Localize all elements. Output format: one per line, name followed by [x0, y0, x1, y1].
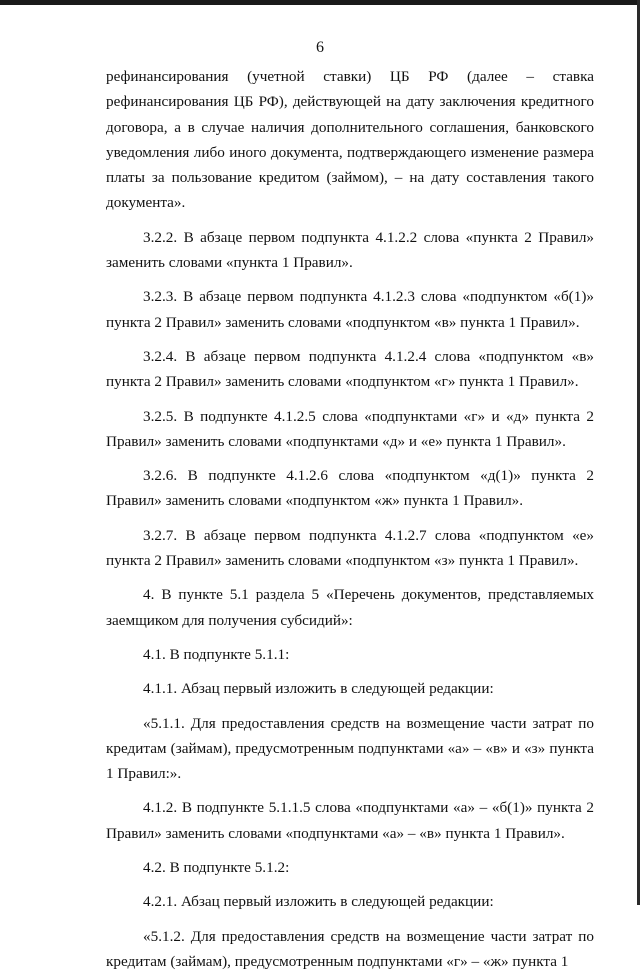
paragraph-4-1-2: 4.1.2. В подпункте 5.1.1.5 слова «подпунктами «а» – «б(1)» пункта 2 Правил» заменить словами «подпунктами «а» – «в» пункта 1 Правил».: [106, 799, 594, 842]
paragraph-4-1-1: 4.1.1. Абзац первый изложить в следующей редакции:: [143, 680, 494, 698]
paragraph-quote-5-1-1: «5.1.1. Для предоставления средств на возмещение части затрат по кредитам (займам), предусмотренным подпунктами «а» – «в» и «з» пункта 1 Правил:».: [106, 714, 594, 783]
paragraph-4-2: 4.2. В подпункте 5.1.2:: [143, 859, 290, 877]
paragraph-3-2-5: 3.2.5. В подпункте 4.1.2.5 слова «подпунктами «г» и «д» пункта 2 Правил» заменить словами «подпунктами «д» и «е» пункта 1 Правил».: [106, 407, 594, 450]
paragraph-4-1: 4.1. В подпункте 5.1.1:: [143, 645, 290, 663]
paragraph-3-2-2: 3.2.2. В абзаце первом подпункта 4.1.2.2 слова «пункта 2 Правил» заменить словами «пункта 1 Правил».: [106, 228, 594, 272]
document-body: [106, 64, 594, 974]
paragraph-3-2-3: 3.2.3. В абзаце первом подпункта 4.1.2.3 слова «подпунктом «б(1)» пункта 2 Правил» заменить словами «подпунктом «в» пункта 1 Правил».: [106, 288, 594, 331]
scan-border-top: [0, 0, 640, 5]
paragraph-3-2-7: 3.2.7. В абзаце первом подпункта 4.1.2.7 слова «подпунктом «е» пункта 2 Правил» заменить словами «подпунктом «з» пункта 1 Правил».: [106, 526, 594, 570]
paragraph-4: 4. В пункте 5.1 раздела 5 «Перечень документов, представляемых заемщиком для получения субсидий»:: [106, 586, 594, 629]
paragraph-4-2-1: 4.2.1. Абзац первый изложить в следующей редакции:: [143, 893, 494, 911]
paragraph-3-2-6: 3.2.6. В подпункте 4.1.2.6 слова «подпунктом «д(1)» пункта 2 Правил» заменить словами «подпунктом «ж» пункта 1 Правил».: [106, 467, 594, 510]
paragraph-3-2-4: 3.2.4. В абзаце первом подпункта 4.1.2.4 слова «подпунктом «в» пункта 2 Правил» заменить словами «подпунктом «г» пункта 1 Правил».: [106, 347, 594, 391]
page-number: 6: [316, 39, 324, 56]
paragraph-continuation: рефинансирования (учетной ставки) ЦБ РФ (далее – ставка рефинансирования ЦБ РФ), действующей на дату заключения кредитного договора, а в случае наличия дополнительного соглашения, банковского уведомления либо иного документа, подтверждающего изменение размера платы за пользование кредитом (займом), – на дату составления такого документа».: [106, 68, 594, 212]
paragraph-quote-5-1-2: «5.1.2. Для предоставления средств на возмещение части затрат по кредитам (займам), предусмотренным подпунктами «г» – «ж» пункта 1: [106, 927, 594, 970]
